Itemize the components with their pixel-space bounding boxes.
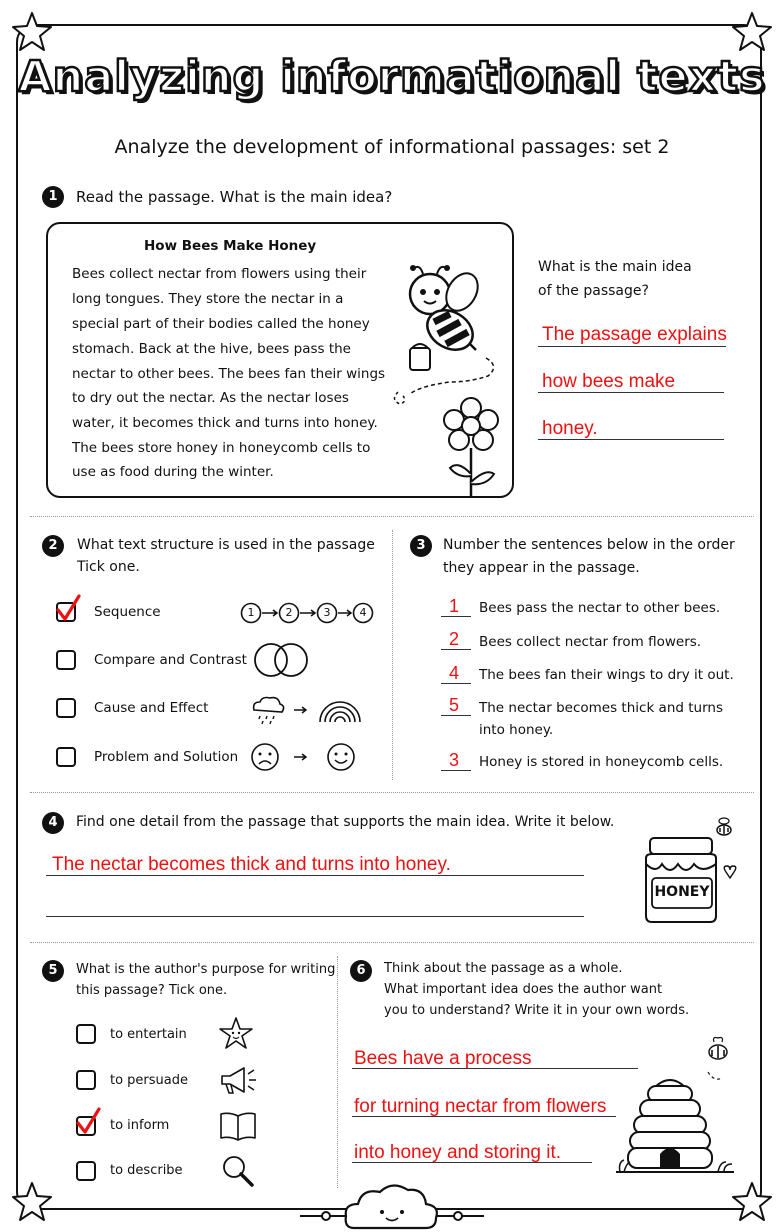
section-divider [30, 792, 754, 793]
question-number-2: 2 [42, 535, 64, 557]
option-persuade-label: to persuade [110, 1073, 189, 1088]
order-answer[interactable]: 2 [448, 629, 459, 649]
sequence-step: 4 [359, 606, 367, 619]
book-icon [218, 1110, 258, 1142]
answer-underline [352, 1068, 638, 1069]
question-6-prompt: What important idea does the author want [384, 982, 663, 997]
sentence-item: Honey is stored in honeycomb cells. [479, 754, 724, 770]
bee-with-honey-pot-icon [390, 262, 510, 412]
star-icon-top-left [10, 10, 54, 54]
sequence-step: 2 [285, 606, 293, 619]
star-face-icon [218, 1016, 254, 1052]
column-divider [392, 530, 393, 780]
option-entertain-label: to entertain [110, 1027, 187, 1042]
question-4-prompt: Find one detail from the passage that supports the main idea. Write it below. [76, 814, 615, 830]
answer-underline [352, 1162, 592, 1163]
question-number-5: 5 [42, 960, 64, 982]
passage-line: special part of their bodies called the honey [72, 316, 370, 332]
main-idea-question: of the passage? [538, 283, 649, 299]
important-idea-answer-line[interactable]: into honey and storing it. [354, 1142, 562, 1163]
passage-line: nectar to other bees. The bees fan their wings [72, 366, 386, 382]
star-icon-top-right [730, 10, 774, 54]
answer-underline [538, 346, 726, 347]
honey-jar-icon [636, 818, 746, 926]
option-problem-solution-label: Problem and Solution [94, 749, 239, 765]
option-describe-label: to describe [110, 1163, 183, 1178]
option-inform-label: to inform [110, 1118, 170, 1133]
compare-contrast-checkbox[interactable] [56, 650, 76, 670]
question-6-prompt: Think about the passage as a whole. [384, 961, 623, 976]
main-idea-answer-line[interactable]: honey. [542, 418, 598, 439]
question-number-3: 3 [410, 535, 432, 557]
sequence-step: 3 [323, 606, 331, 619]
answer-underline [441, 649, 471, 650]
checkmark-icon [74, 1107, 102, 1137]
question-2-prompt: Tick one. [77, 559, 140, 575]
passage-line: long tongues. They store the nectar in a [72, 291, 344, 307]
answer-underline [441, 683, 471, 684]
sentence-item: into honey. [479, 722, 554, 738]
honey-jar-label: HONEY [654, 884, 710, 900]
passage-title: How Bees Make Honey [144, 238, 317, 254]
sequence-icon [240, 602, 374, 624]
passage-line: stomach. Back at the hive, bees pass the [72, 341, 351, 357]
answer-underline [538, 439, 724, 440]
order-answer[interactable]: 3 [448, 750, 459, 770]
option-sequence-label: Sequence [94, 604, 161, 620]
answer-underline [46, 916, 584, 917]
flower-icon [436, 398, 506, 498]
question-3-prompt: Number the sentences below in the order [443, 537, 735, 553]
supporting-detail-answer[interactable]: The nectar becomes thick and turns into honey. [52, 854, 451, 875]
entertain-checkbox[interactable] [76, 1024, 96, 1044]
star-icon-bottom-right [730, 1180, 774, 1224]
sentence-item: The bees fan their wings to dry it out. [479, 667, 734, 683]
describe-checkbox[interactable] [76, 1161, 96, 1181]
question-number-6: 6 [350, 960, 372, 982]
important-idea-answer-line[interactable]: Bees have a process [354, 1048, 532, 1069]
question-2-prompt: What text structure is used in the passage [77, 537, 375, 553]
passage-line: water, it becomes thick and turns into honey. [72, 415, 378, 431]
column-divider [337, 956, 338, 1188]
answer-underline [441, 770, 471, 771]
cause-effect-checkbox[interactable] [56, 698, 76, 718]
main-idea-answer-line[interactable]: how bees make [542, 371, 676, 392]
sentence-item: The nectar becomes thick and turns [479, 700, 724, 716]
magnifier-icon [220, 1154, 256, 1188]
beehive-icon [614, 1034, 744, 1176]
option-cause-effect-label: Cause and Effect [94, 700, 209, 716]
star-icon-bottom-left [10, 1180, 54, 1224]
answer-underline [352, 1116, 616, 1117]
question-3-prompt: they appear in the passage. [443, 560, 640, 576]
checkmark-icon [54, 594, 82, 624]
question-1-prompt: Read the passage. What is the main idea? [76, 188, 393, 206]
answer-underline [441, 616, 471, 617]
sentence-item: Bees pass the nectar to other bees. [479, 600, 721, 616]
worksheet-title: Analyzing informational texts [18, 52, 766, 102]
worksheet-subtitle: Analyze the development of informational passages: set 2 [114, 136, 670, 158]
answer-underline [46, 875, 584, 876]
passage-line: to dry out the nectar. As the nectar loses [72, 390, 349, 406]
order-answer[interactable]: 1 [448, 596, 459, 616]
megaphone-icon [218, 1064, 258, 1096]
passage-line: The bees store honey in honeycomb cells to [72, 440, 371, 456]
important-idea-answer-line[interactable]: for turning nectar from flowers [354, 1096, 607, 1117]
question-6-prompt: you to understand? Write it in your own words. [384, 1003, 690, 1018]
order-answer[interactable]: 5 [448, 695, 459, 715]
main-idea-question: What is the main idea [538, 259, 692, 275]
answer-underline [441, 715, 471, 716]
persuade-checkbox[interactable] [76, 1070, 96, 1090]
option-compare-contrast-label: Compare and Contrast [94, 652, 247, 668]
sentence-item: Bees collect nectar from flowers. [479, 634, 702, 650]
order-answer[interactable]: 4 [448, 663, 459, 683]
problem-solution-checkbox[interactable] [56, 747, 76, 767]
passage-line: Bees collect nectar from flowers using their [72, 266, 367, 282]
question-number-1: 1 [42, 186, 64, 208]
question-5-prompt: this passage? Tick one. [76, 983, 228, 998]
question-number-4: 4 [42, 812, 64, 834]
section-divider [30, 516, 754, 517]
venn-icon [252, 642, 310, 678]
main-idea-answer-line[interactable]: The passage explains [542, 324, 727, 345]
question-5-prompt: What is the author's purpose for writing [76, 962, 336, 977]
sad-to-happy-icon [250, 742, 358, 772]
cloud-face-icon [300, 1180, 484, 1230]
sequence-step: 1 [247, 606, 255, 619]
section-divider [30, 942, 754, 943]
rain-to-rainbow-icon [250, 694, 362, 726]
passage-line: use as food during the winter. [72, 464, 274, 480]
answer-underline [538, 392, 724, 393]
